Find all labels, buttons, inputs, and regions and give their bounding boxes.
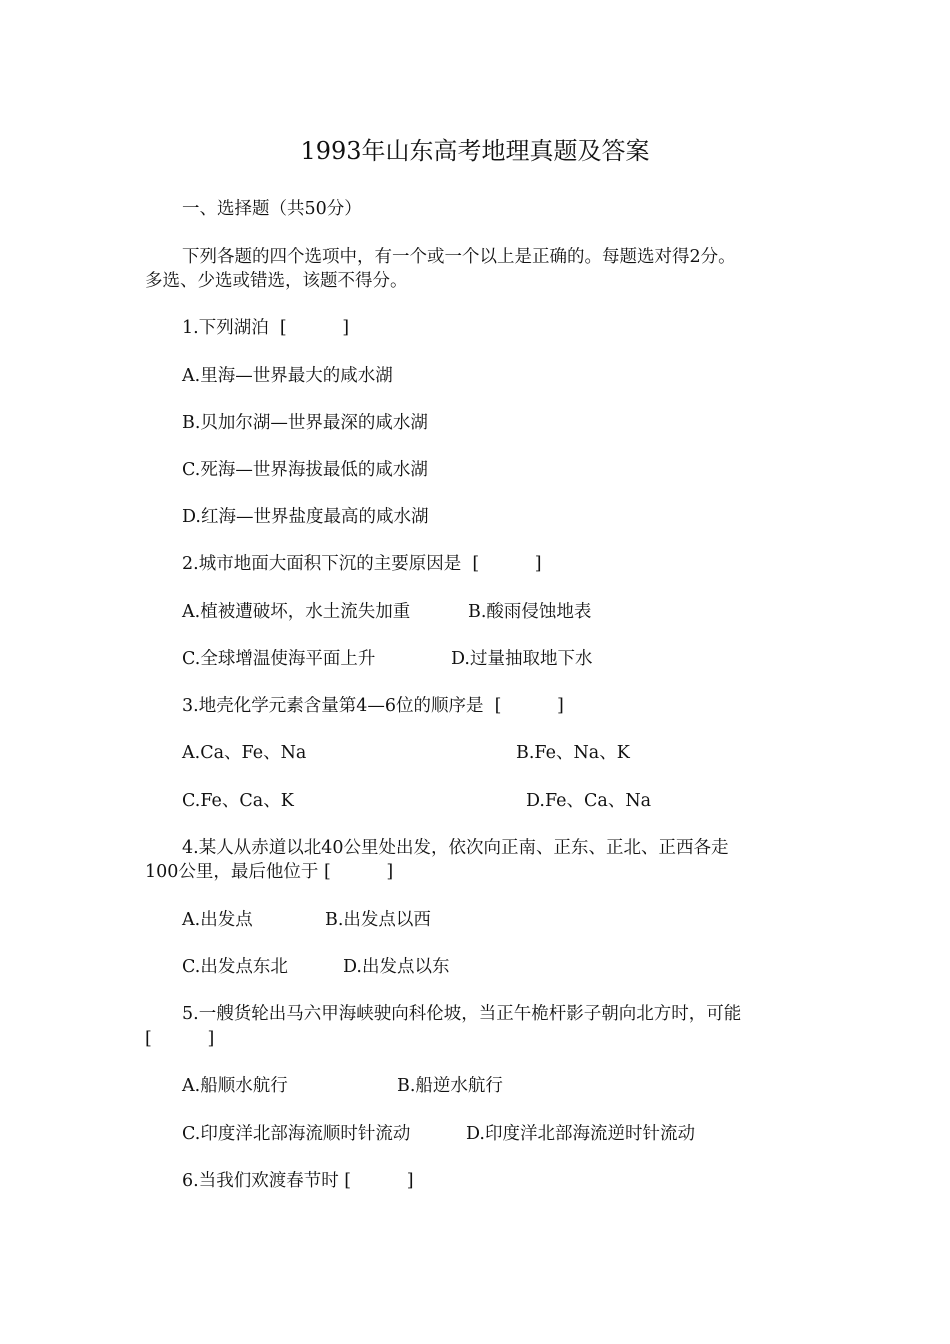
- q5-option-b: B.船逆水航行: [397, 1076, 503, 1096]
- question-4-stem-line-2: 100公里，最后他位于 [ ]: [145, 862, 394, 882]
- q4-option-a: A.出发点: [182, 910, 253, 930]
- q4-option-d: D.出发点以东: [343, 957, 450, 977]
- q1-option-a: A.里海—世界最大的咸水湖: [182, 366, 393, 386]
- q3-option-d: D.Fe、Ca、Na: [526, 791, 652, 811]
- q4-option-b: B.出发点以西: [325, 910, 431, 930]
- page-title: 1993年山东高考地理真题及答案: [300, 137, 650, 165]
- question-2-stem: 2.城市地面大面积下沉的主要原因是 [ ]: [182, 554, 542, 574]
- q2-option-d: D.过量抽取地下水: [451, 649, 593, 669]
- instructions-line-2: 多选、少选或错选，该题不得分。: [145, 271, 408, 291]
- question-3-stem: 3.地壳化学元素含量第4—6位的顺序是 [ ]: [182, 696, 564, 716]
- question-6-stem: 6.当我们欢渡春节时 [ ]: [182, 1171, 414, 1191]
- q2-option-a: A.植被遭破坏，水土流失加重: [182, 602, 411, 622]
- q2-option-b: B.酸雨侵蚀地表: [468, 602, 592, 622]
- question-4-stem-line-1: 4.某人从赤道以北40公里处出发，依次向正南、正东、正北、正西各走: [182, 838, 729, 858]
- q3-option-a: A.Ca、Fe、Na: [182, 743, 307, 763]
- q1-option-b: B.贝加尔湖—世界最深的咸水湖: [182, 413, 428, 433]
- q2-option-c: C.全球增温使海平面上升: [182, 649, 376, 669]
- section-heading: 一、选择题（共50分）: [182, 199, 362, 219]
- q3-option-b: B.Fe、Na、K: [516, 743, 630, 763]
- q5-option-c: C.印度洋北部海流顺时针流动: [182, 1124, 411, 1144]
- q1-option-d: D.红海—世界盐度最高的咸水湖: [182, 507, 429, 527]
- question-1-stem: 1.下列湖泊 [ ]: [182, 318, 350, 338]
- q1-option-c: C.死海—世界海拔最低的咸水湖: [182, 460, 428, 480]
- question-5-stem-line-1: 5.一艘货轮出马六甲海峡驶向科伦坡，当正午桅杆影子朝向北方时，可能: [182, 1004, 742, 1024]
- q3-option-c: C.Fe、Ca、K: [182, 791, 294, 811]
- q5-option-a: A.船顺水航行: [182, 1076, 288, 1096]
- q4-option-c: C.出发点东北: [182, 957, 288, 977]
- q5-option-d: D.印度洋北部海流逆时针流动: [466, 1124, 695, 1144]
- instructions-line-1: 下列各题的四个选项中，有一个或一个以上是正确的。每题选对得2分。: [182, 247, 736, 267]
- question-5-stem-line-2: [ ]: [145, 1029, 215, 1049]
